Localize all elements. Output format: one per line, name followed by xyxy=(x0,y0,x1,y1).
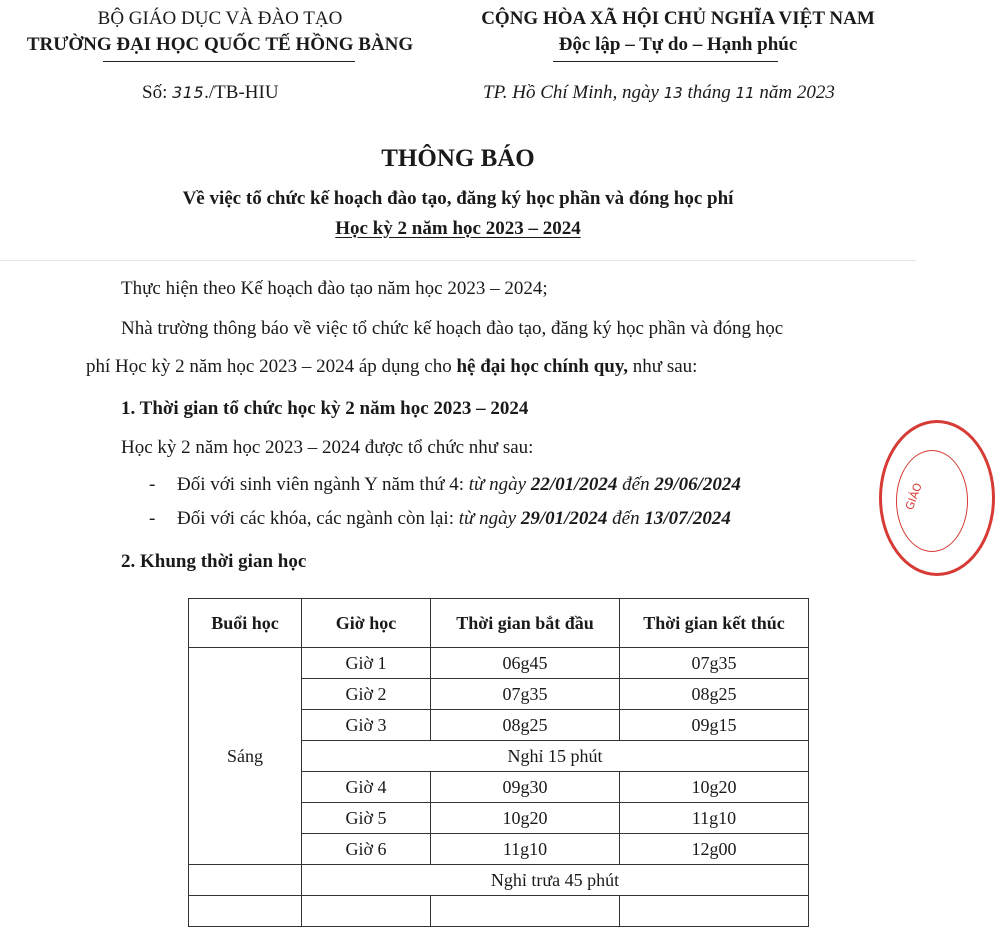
paragraph-basis: Thực hiện theo Kế hoạch đào tạo năm học 2023 – 2024; xyxy=(121,278,548,299)
document-number-value: 315 xyxy=(172,83,205,102)
bullet-medicine-from: từ ngày xyxy=(468,474,531,495)
section-1-intro: Học kỳ 2 năm học 2023 – 2024 được tổ chức như sau: xyxy=(121,437,534,458)
lunch-break-cell: Nghỉ trưa 45 phút xyxy=(302,865,809,896)
end-cell: 11g10 xyxy=(620,803,809,834)
bullet-others xyxy=(149,508,731,530)
national-motto: Độc lập – Tự do – Hạnh phúc xyxy=(558,34,798,55)
bullet-dash: - xyxy=(149,474,156,495)
republic-name: CỘNG HÒA XÃ HỘI CHỦ NGHĨA VIỆT NAM xyxy=(481,8,875,29)
col-header-start: Thời gian bắt đầu xyxy=(431,599,620,648)
end-cell: 07g35 xyxy=(620,648,809,679)
bullet-others-start: 29/01/2024 xyxy=(520,508,608,529)
scan-line xyxy=(0,260,916,261)
document-subtitle-term xyxy=(0,218,916,240)
empty-session-cell xyxy=(189,865,302,896)
end-cell: 08g25 xyxy=(620,679,809,710)
bullet-others-to: đến xyxy=(607,508,645,529)
period-cell: Giờ 5 xyxy=(302,803,431,834)
start-cell: 11g10 xyxy=(431,834,620,865)
header-left xyxy=(0,6,440,58)
header-left-underline xyxy=(103,61,355,62)
announce-text-a: phí Học kỳ 2 năm học 2023 – 2024 áp dụng cho xyxy=(86,356,457,377)
start-cell: 08g25 xyxy=(431,710,620,741)
break-cell: Nghỉ 15 phút xyxy=(302,741,809,772)
section-2-title: 2. Khung thời gian học xyxy=(121,551,307,572)
table-row-lunch-break xyxy=(189,865,809,896)
date-day: 13 xyxy=(663,84,683,102)
col-header-session: Buổi học xyxy=(189,599,302,648)
table-row xyxy=(189,648,809,679)
period-cell: Giờ 4 xyxy=(302,772,431,803)
empty-cell xyxy=(189,896,302,927)
date-prefix: TP. Hồ Chí Minh, ngày xyxy=(483,82,664,103)
date-mid: tháng xyxy=(682,82,736,103)
university-name: TRƯỜNG ĐẠI HỌC QUỐC TẾ HỒNG BÀNG xyxy=(26,34,414,55)
document-number-prefix: Số: xyxy=(142,82,173,103)
date-month: 11 xyxy=(735,84,755,102)
start-cell: 06g45 xyxy=(431,648,620,679)
col-header-end: Thời gian kết thúc xyxy=(620,599,809,648)
class-schedule-table xyxy=(188,598,809,927)
empty-cell xyxy=(620,896,809,927)
col-header-period: Giờ học xyxy=(302,599,431,648)
end-cell: 10g20 xyxy=(620,772,809,803)
header-right-underline xyxy=(553,61,778,62)
empty-cell xyxy=(431,896,620,927)
start-cell: 09g30 xyxy=(431,772,620,803)
seal-text: GIÁO xyxy=(903,481,925,512)
place-date xyxy=(483,82,835,104)
bullet-medicine-to: đến xyxy=(617,474,655,495)
table-header-row xyxy=(189,599,809,648)
term-text: Học kỳ 2 năm học 2023 – 2024 xyxy=(335,218,581,239)
session-morning-cell: Sáng xyxy=(189,648,302,865)
bullet-medicine-end: 29/06/2024 xyxy=(654,474,741,495)
bullet-others-from: từ ngày xyxy=(458,508,521,529)
announce-text-c: như sau: xyxy=(628,356,698,377)
header-right xyxy=(440,6,916,58)
bullet-medicine-start: 22/01/2024 xyxy=(530,474,618,495)
document-number-suffix: ./TB-HIU xyxy=(204,82,279,103)
bullet-dash: - xyxy=(149,508,156,529)
empty-cell xyxy=(302,896,431,927)
period-cell: Giờ 3 xyxy=(302,710,431,741)
period-cell: Giờ 1 xyxy=(302,648,431,679)
start-cell: 10g20 xyxy=(431,803,620,834)
announce-text-bold: hệ đại học chính quy, xyxy=(456,356,629,377)
bullet-others-end: 13/07/2024 xyxy=(644,508,731,529)
ministry-name: BỘ GIÁO DỤC VÀ ĐÀO TẠO xyxy=(97,8,343,29)
period-cell: Giờ 2 xyxy=(302,679,431,710)
paragraph-announce-line1: Nhà trường thông báo về việc tổ chức kế hoạch đào tạo, đăng ký học phần và đóng học xyxy=(121,318,784,339)
section-1-title: 1. Thời gian tổ chức học kỳ 2 năm học 2023 – 2024 xyxy=(121,398,529,419)
end-cell: 12g00 xyxy=(620,834,809,865)
date-suffix: năm 2023 xyxy=(754,82,835,103)
period-cell: Giờ 6 xyxy=(302,834,431,865)
document-subtitle: Về việc tổ chức kế hoạch đào tạo, đăng ký học phần và đóng học phí xyxy=(182,188,734,209)
document-number xyxy=(142,82,279,104)
bullet-medicine-text: Đối với sinh viên ngành Y năm thứ 4: xyxy=(177,474,469,495)
table-row-partial xyxy=(189,896,809,927)
end-cell: 09g15 xyxy=(620,710,809,741)
document-title: THÔNG BÁO xyxy=(381,145,535,172)
bullet-medicine xyxy=(149,474,741,496)
bullet-others-text: Đối với các khóa, các ngành còn lại: xyxy=(177,508,459,529)
start-cell: 07g35 xyxy=(431,679,620,710)
paragraph-announce-line2 xyxy=(86,356,697,378)
